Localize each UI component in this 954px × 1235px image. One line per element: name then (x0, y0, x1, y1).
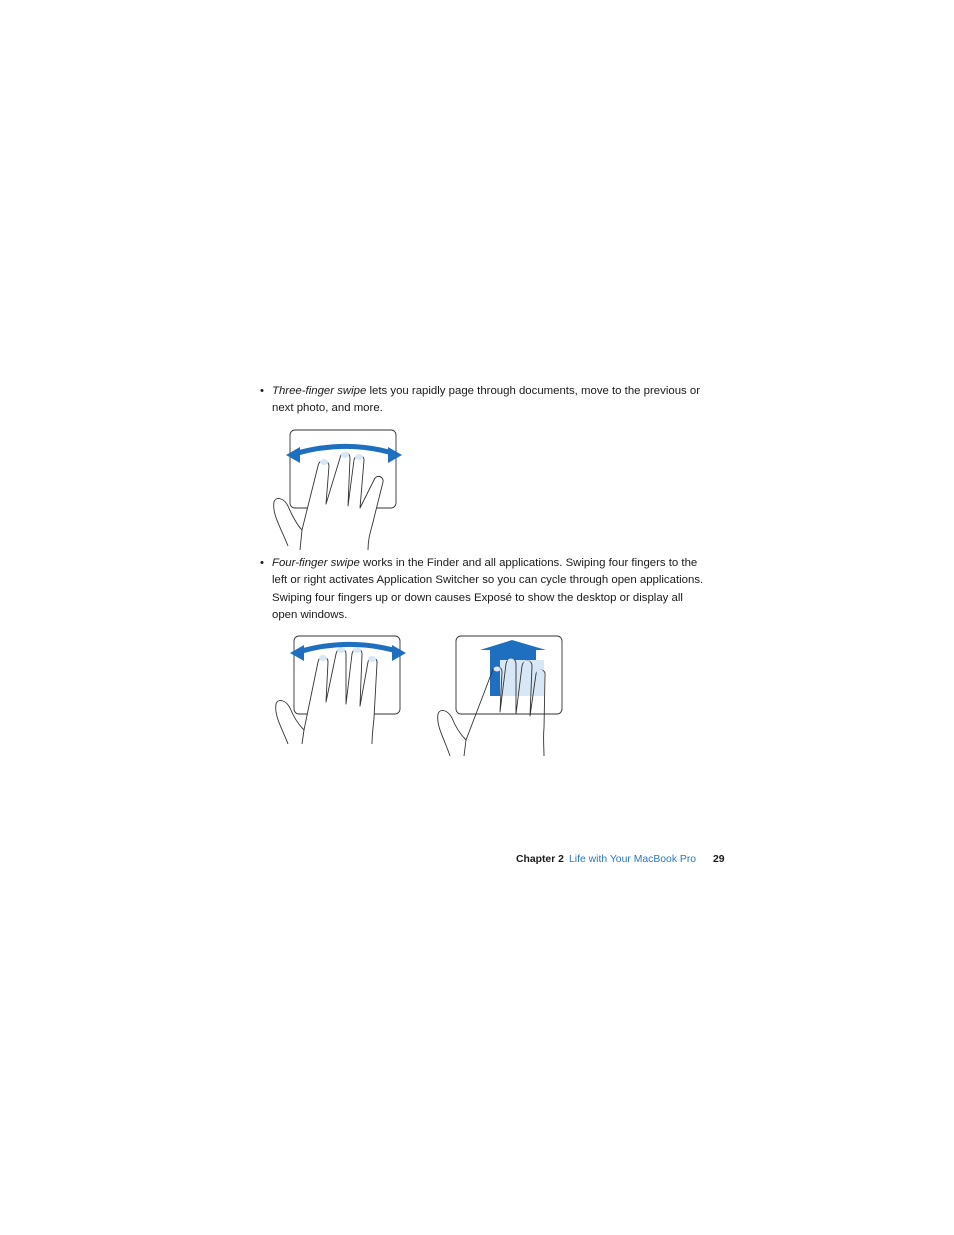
bullet-body: lets you rapidly page through documents, move to the previous or next photo, and more. (272, 385, 701, 415)
hand-drawing (276, 649, 377, 744)
footer-chapter: Chapter 2 (516, 854, 564, 865)
footer-chapter-title: Life with Your MacBook Pro (569, 854, 697, 865)
bullet-four-finger-swipe (260, 555, 710, 625)
four-finger-vertical-swipe-illustration (432, 632, 568, 758)
bullet-symbol: • (260, 385, 264, 397)
page-number: 29 (713, 854, 725, 865)
bullet-text (272, 555, 710, 625)
three-finger-swipe-illustration (268, 426, 404, 550)
bullet-term: Three-finger swipe (272, 385, 367, 397)
bullet-symbol: • (260, 557, 264, 569)
bullet-text (272, 383, 710, 418)
four-finger-horizontal-swipe-illustration (272, 632, 408, 746)
bullet-three-finger-swipe (260, 383, 710, 418)
bullet-term: Four-finger swipe (272, 557, 360, 569)
bullet-body: works in the Finder and all applications. Swiping four fingers to the left or right activates Application Switcher so you can cycle through open applications. Swiping four fingers up or down causes Exposé to show the desktop or display all open windows. (272, 557, 704, 622)
